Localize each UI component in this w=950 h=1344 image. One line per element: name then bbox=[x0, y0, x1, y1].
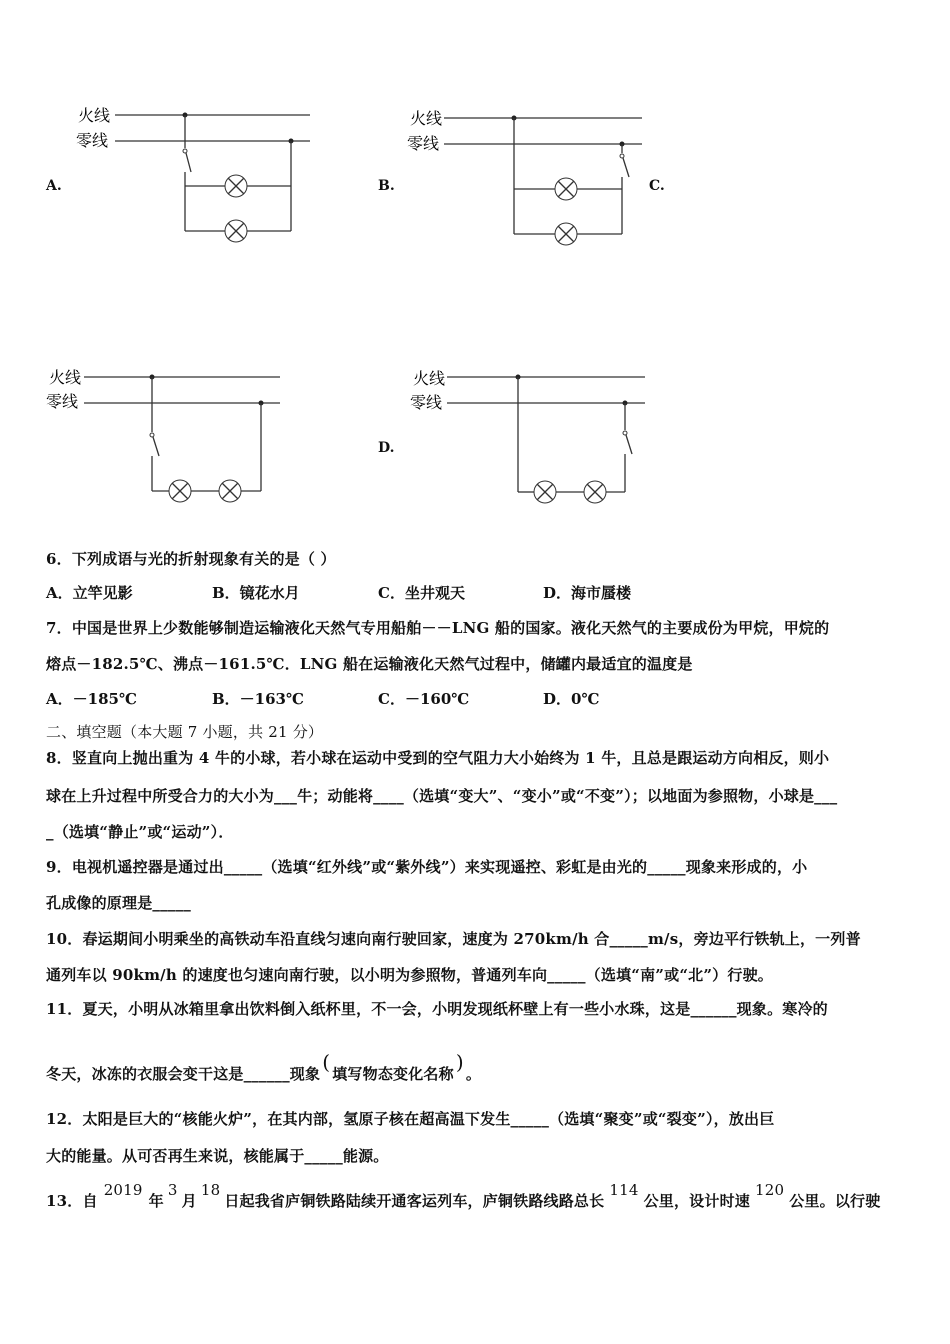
q6-stem: 6．下列成语与光的折射现象有关的是（ ） bbox=[46, 550, 336, 568]
q11-line-2c: 。 bbox=[465, 1065, 482, 1083]
q13-day: 18 bbox=[200, 1181, 221, 1199]
q7-option-b: B．－163℃ bbox=[212, 690, 304, 708]
q13-line-1 bbox=[46, 1181, 881, 1211]
q13-text-3: 月 bbox=[181, 1192, 197, 1210]
q8-line-2: 球在上升过程中所受合力的大小为___牛；动能将____（选填“变大”、“变小”或“不变”）；以地面为参照物，小球是___ bbox=[46, 787, 838, 805]
circuit-diagram-c bbox=[40, 362, 300, 512]
q7-option-c: C．－160℃ bbox=[378, 690, 470, 708]
zero-line-label: 零线 bbox=[76, 131, 109, 150]
fire-line-label: 火线 bbox=[49, 368, 82, 387]
circuit-option-b: B. bbox=[378, 178, 395, 194]
q11-line-2 bbox=[46, 1050, 482, 1084]
q9-line-1: 9．电视机遥控器是通过出_____（选填“红外线”或“紫外线”）来实现遥控、彩虹是由光的_____现象来形成的，小 bbox=[46, 858, 808, 876]
q11-paren-close: ) bbox=[455, 1050, 464, 1074]
q13-text-6: 公里。以行驶 bbox=[789, 1192, 881, 1210]
q10-line-1: 10．春运期间小明乘坐的高铁动车沿直线匀速向南行驶回家，速度为 270km/h 合_____m/s，旁边平行铁轨上，一列普 bbox=[46, 930, 861, 948]
q13-text-4: 日起我省庐铜铁路陆续开通客运列车，庐铜铁路线路总长 bbox=[224, 1192, 605, 1210]
q13-text-2: 年 bbox=[148, 1192, 164, 1210]
section-2-title: 二、填空题（本大题 7 小题，共 21 分） bbox=[46, 723, 324, 741]
q6-option-c: C．坐井观天 bbox=[378, 584, 465, 602]
circuit-option-c: C. bbox=[649, 178, 665, 194]
q9-line-2: 孔成像的原理是_____ bbox=[46, 894, 191, 912]
fire-line-label: 火线 bbox=[78, 106, 111, 125]
q11-line-1: 11．夏天，小明从冰箱里拿出饮料倒入纸杯里，不一会，小明发现纸杯壁上有一些小水珠，这是______现象。寒冷的 bbox=[46, 1000, 828, 1018]
q7-option-d: D．0℃ bbox=[543, 690, 600, 708]
circuit-option-d: D. bbox=[378, 440, 395, 456]
circuit-diagram-d bbox=[405, 362, 665, 512]
circuit-diagram-b bbox=[402, 103, 662, 253]
q6-option-b: B．镜花水月 bbox=[212, 584, 300, 602]
q13-year: 2019 bbox=[103, 1181, 143, 1199]
q11-line-2b: 填写物态变化名称 bbox=[332, 1065, 454, 1083]
q7-line-1: 7．中国是世界上少数能够制造运输液化天然气专用船舶－－LNG 船的国家。液化天然气的主要成份为甲烷，甲烷的 bbox=[46, 619, 830, 637]
q8-line-3: _（选填“静止”或“运动”）． bbox=[46, 823, 234, 841]
q6-option-a: A．立竿见影 bbox=[46, 584, 133, 602]
fire-line-label: 火线 bbox=[410, 109, 443, 128]
q13-text-1: 13．自 bbox=[46, 1192, 98, 1210]
q10-line-2: 通列车以 90km/h 的速度也匀速向南行驶，以小明为参照物，普通列车向_____（选填“南”或“北”）行驶。 bbox=[46, 966, 773, 984]
q6-option-d: D．海市蜃楼 bbox=[543, 584, 632, 602]
q8-line-1: 8．竖直向上抛出重为 4 牛的小球，若小球在运动中受到的空气阻力大小始终为 1 牛，且总是跟运动方向相反，则小 bbox=[46, 749, 830, 767]
fire-line-label: 火线 bbox=[413, 369, 446, 388]
q13-length: 114 bbox=[609, 1181, 639, 1199]
circuit-option-a: A. bbox=[46, 178, 62, 194]
q13-month: 3 bbox=[167, 1181, 178, 1199]
q11-line-2a: 冬天，冰冻的衣服会变干这是______现象 bbox=[46, 1065, 321, 1083]
zero-line-label: 零线 bbox=[46, 392, 79, 411]
q12-line-2: 大的能量。从可否再生来说，核能属于_____能源。 bbox=[46, 1147, 389, 1165]
circuit-diagram-a bbox=[70, 100, 330, 250]
q13-speed: 120 bbox=[754, 1181, 785, 1199]
q11-paren-open: ( bbox=[322, 1050, 331, 1074]
q13-text-5: 公里，设计时速 bbox=[643, 1192, 750, 1210]
zero-line-label: 零线 bbox=[407, 134, 440, 153]
q7-line-2: 熔点－182.5℃、沸点－161.5℃．LNG 船在运输液化天然气过程中，储罐内最适宜的温度是 bbox=[46, 655, 693, 673]
q12-line-1: 12．太阳是巨大的“核能火炉”，在其内部，氢原子核在超高温下发生_____（选填“聚变”或“裂变”），放出巨 bbox=[46, 1110, 775, 1128]
q7-option-a: A．－185℃ bbox=[46, 690, 137, 708]
zero-line-label: 零线 bbox=[410, 393, 443, 412]
